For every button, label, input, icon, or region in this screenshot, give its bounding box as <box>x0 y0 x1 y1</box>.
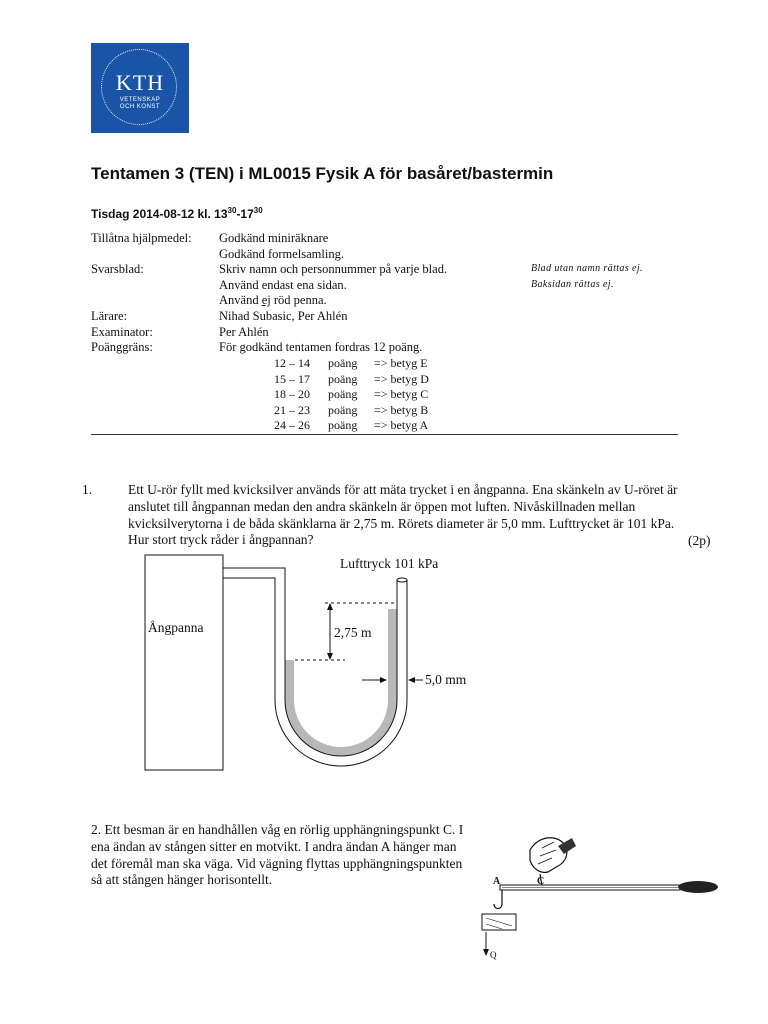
load-arrowhead <box>483 949 489 956</box>
info-teachers: Nihad Subasic, Per Ahlén <box>219 309 348 323</box>
pen-after: röd penna. <box>270 293 327 308</box>
info-label-examiner: Examinator: <box>91 324 153 339</box>
grade-unit: poäng <box>328 371 358 386</box>
date-end-minutes: 30 <box>253 206 263 215</box>
height-label: 2,75 m <box>334 625 372 640</box>
connecting-pipe-inner <box>223 578 275 660</box>
pen-before: Använd <box>219 293 262 308</box>
info-label-teachers: Lärare: <box>91 309 128 323</box>
note-backside: Baksidan rättas ej. <box>531 279 614 290</box>
info-answer-line1: Skriv namn och personnummer på varje blad. <box>219 262 448 277</box>
boiler-box <box>145 555 223 770</box>
u-tube-diagram <box>140 550 500 780</box>
q2-text: 2. Ett besman är en handhållen våg en rörlig upphängningspunkt C. I ena ändan av stången sitter en motvikt. I andra ändan A hänger man det föremål man ska väga. Vid vägning flyttas upphängningspunkten så att stången hänger horisontellt. <box>91 822 464 888</box>
grade-range: 18 – 20 <box>274 387 310 401</box>
grade-result: => betyg B <box>374 402 429 417</box>
date-dash: -17 <box>236 207 254 221</box>
info-answer-line3 <box>219 293 327 309</box>
steelyard-figure <box>472 828 740 970</box>
info-label-answer-sheet: Svarsblad: <box>91 262 144 277</box>
q1-number: 1. <box>82 482 93 497</box>
info-grade-limit: För godkänd tentamen fordras 12 poäng. <box>219 340 423 355</box>
load-hook <box>494 890 502 909</box>
diameter-arrowhead-left <box>380 677 387 683</box>
air-pressure-label: Lufttryck 101 kPa <box>340 556 439 571</box>
label-q: Q <box>490 950 497 960</box>
grade-result: => betyg D <box>374 371 429 386</box>
pen-underlined: ej <box>261 293 271 308</box>
q1-points: (2p) <box>688 533 711 548</box>
logo-line1: VETENSKAP <box>119 97 161 103</box>
boiler-label: Ångpanna <box>148 620 204 635</box>
grade-result: => betyg C <box>374 387 429 401</box>
diameter-label: 5,0 mm <box>425 672 467 687</box>
note-unnamed-sheets: Blad utan namn rättas ej. <box>531 263 643 274</box>
counterweight <box>678 881 718 893</box>
grade-unit: poäng <box>328 402 358 417</box>
grade-range: 15 – 17 <box>274 371 310 386</box>
info-answer-line2: Använd endast ena sidan. <box>219 277 347 292</box>
logo-line2: OCH KONST <box>119 104 161 110</box>
hand-icon <box>530 838 567 873</box>
tube-open-end <box>397 578 407 582</box>
hand-lines <box>538 842 556 864</box>
connecting-pipe-outer <box>223 568 285 660</box>
height-arrow-head-up <box>327 603 333 610</box>
date-start-minutes: 30 <box>227 206 237 215</box>
grade-unit: poäng <box>328 418 358 432</box>
date-prefix: Tisdag 2014-08-12 kl. 13 <box>91 207 228 221</box>
logo-name: KTH <box>115 70 165 95</box>
label-a: A <box>493 876 501 887</box>
grade-result: => betyg E <box>374 356 428 370</box>
header-divider <box>91 434 678 435</box>
u-tube-outer-wall <box>275 580 407 766</box>
grade-range: 24 – 26 <box>274 418 310 432</box>
grade-result: => betyg A <box>374 418 429 432</box>
info-aids-line2: Godkänd formelsamling. <box>219 246 344 261</box>
grade-range: 12 – 14 <box>274 356 310 370</box>
exam-date <box>91 206 263 221</box>
q1-text: Ett U-rör fyllt med kvicksilver används för att mäta trycket i en ångpanna. Ena skänkeln av U-röret är anslutet till ångpannan medan den andra skänkeln är öppen mot luften. Nivåskillnaden mellan kvicksilverytorna i de båda skänklarna är 2,75 m. Rörets diameter är 5,0 mm. Lufttrycket är 101 kPa. Hur stort tryck råder i ångpannan? <box>128 482 678 548</box>
grade-unit: poäng <box>328 356 358 370</box>
info-aids-line1: Godkänd miniräknare <box>219 231 329 245</box>
grade-range: 21 – 23 <box>274 402 310 417</box>
info-label-aids: Tillåtna hjälpmedel: <box>91 231 192 245</box>
kth-logo <box>91 43 189 133</box>
grade-unit: poäng <box>328 387 358 401</box>
label-c: C <box>537 876 545 887</box>
diameter-arrowhead-right <box>408 677 415 683</box>
height-arrow-head-down <box>327 653 333 660</box>
exam-title: Tentamen 3 (TEN) i ML0015 Fysik A för basåret/bastermin <box>91 164 554 183</box>
info-examiner: Per Ahlén <box>219 324 269 339</box>
info-label-grade-limit: Poänggräns: <box>91 340 153 355</box>
